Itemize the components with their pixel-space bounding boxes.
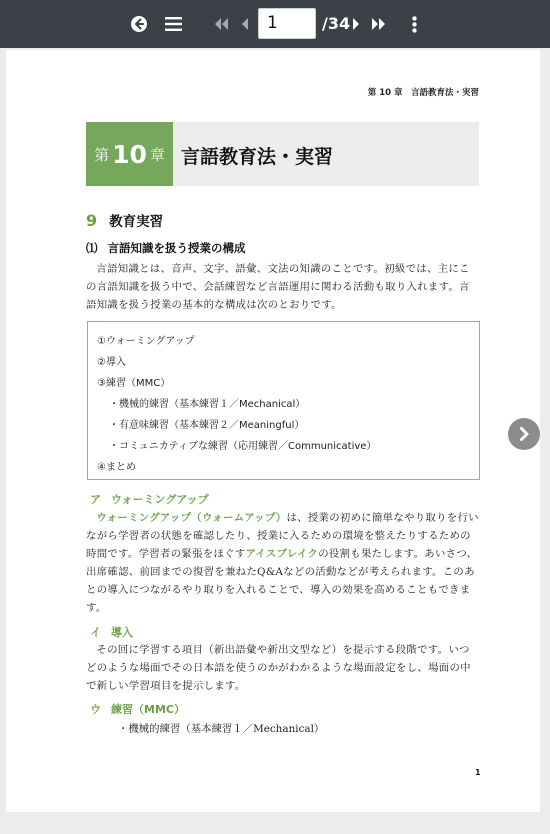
part-a-mark: ア — [90, 493, 101, 506]
next-page-icon[interactable] — [349, 10, 363, 38]
prev-page-icon[interactable] — [238, 10, 252, 38]
chevron-right-circle-icon[interactable] — [508, 418, 540, 450]
term-icebreak: アイスブレイク — [245, 548, 319, 560]
vertical-dots-icon[interactable] — [407, 10, 421, 38]
page-number: 1 — [475, 768, 481, 777]
chapter-number-box — [86, 122, 173, 186]
chapter-suffix: 章 — [149, 145, 165, 164]
outline-item: ①ウォーミングアップ — [97, 336, 195, 347]
part-u-heading — [90, 701, 185, 717]
outline-subitem: ・コミュニカティブな練習（応用練習／Communicative） — [109, 441, 377, 452]
part-u-title: 練習（MMC） — [111, 703, 185, 716]
outline-item: ②導入 — [97, 357, 126, 368]
pdf-toolbar — [0, 0, 550, 48]
page-total: /34 — [322, 14, 351, 33]
outline-subitem: ・有意味練習（基本練習２／Meaningful） — [109, 420, 305, 431]
intro-paragraph: 言語知識とは、音声、文字、語彙、文法の知識のことです。初級では、主にこの言語知識を扱う中で、会話練習など言語運用に関わる活動も取り入れます。言語知識を扱う授業の基本的な構成は次のとおりです。 — [86, 263, 470, 311]
part-i-title: 導入 — [111, 626, 133, 639]
subsection-title: 言語知識を扱う授業の構成 — [107, 241, 246, 255]
subsection-number: ⑴ — [86, 241, 98, 255]
arrow-left-circle-icon[interactable] — [128, 10, 150, 38]
outline-item: ④まとめ — [97, 462, 136, 473]
outline-item: ③練習（MMC） — [97, 378, 171, 389]
chapter-prefix: 第 — [94, 145, 110, 164]
section-title: 教育実習 — [109, 214, 164, 230]
part-i-heading — [90, 624, 133, 640]
part-u-bullet: ・機械的練習（基本練習１／Mechanical） — [118, 723, 325, 735]
skip-last-icon[interactable] — [370, 10, 388, 38]
lesson-outline-box — [87, 321, 480, 480]
running-head: 第 10 章 言語教育法・実習 — [367, 88, 479, 98]
part-a-title: ウォーミングアップ — [111, 493, 209, 506]
subsection-heading — [86, 240, 246, 256]
document-page — [6, 50, 540, 812]
chapter-header — [86, 122, 479, 186]
chapter-title: 言語教育法・実習 — [181, 146, 334, 168]
part-i-paragraph: その回に学習する項目（新出語彙や新出文型など）を提示する段階です。いつどのような場面でその日本語を使うのかがわかるような場面設定をし、場面の中で新しい学習項目を提示します。 — [86, 644, 471, 692]
term-warmup: ウォーミングアップ（ウォームアップ） — [96, 512, 287, 524]
part-a-text-1: は、授業の初めに簡単なやり取りを行いながら学習者の状態を確認したり、授業に入るための環境を整えたりするための時間です。学習者の緊張をほぐす — [86, 512, 479, 560]
chapter-number: 10 — [112, 139, 147, 169]
part-u-mark: ウ — [90, 703, 101, 716]
hamburger-menu-icon[interactable] — [163, 10, 183, 38]
section-heading — [86, 210, 163, 230]
part-a-text-2: の役割も果たします。あいさつ、出席確認、前回までの復習を兼ねたQ&Aなどの活動などが考えられます。このあとの導入につながるやり取りを入れることで、導入の効果を高めることもできます。 — [86, 548, 478, 614]
outline-subitem: ・機械的練習（基本練習１／Mechanical） — [109, 399, 306, 410]
page-number-input[interactable]: 1 — [258, 8, 316, 39]
part-i-mark: イ — [90, 626, 101, 639]
section-number: 9 — [86, 211, 98, 230]
part-a-paragraph — [86, 509, 480, 617]
skip-first-icon[interactable] — [212, 10, 230, 38]
part-a-heading — [90, 491, 209, 507]
